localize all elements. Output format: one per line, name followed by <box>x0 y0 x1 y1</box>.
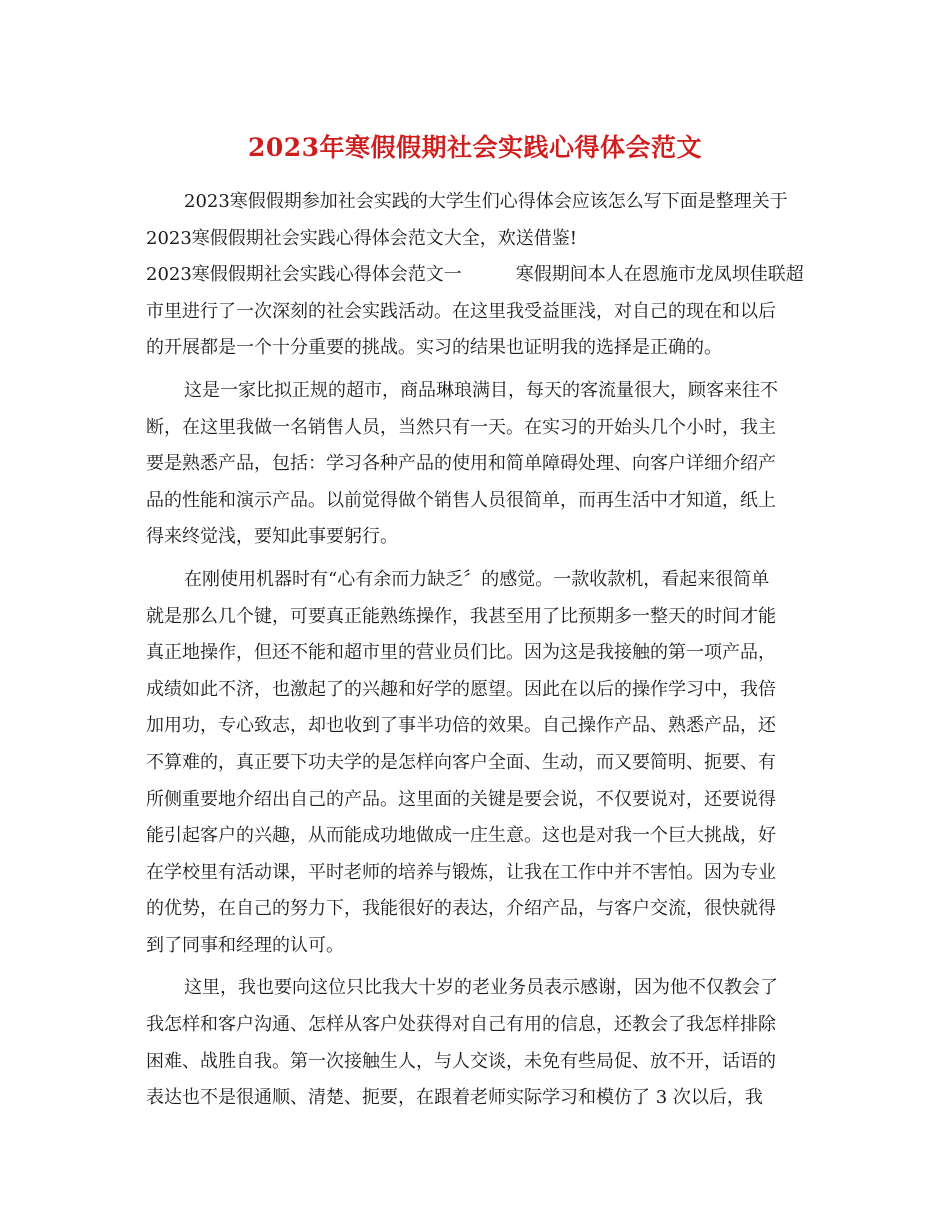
paragraph-line: 这是一家比拟正规的超市，商品琳琅满目，每天的客流量很大，顾客来往不 <box>184 379 778 401</box>
paragraph-line: 2023寒假假期参加社会实践的大学生们心得体会应该怎么写下面是整理关于 <box>184 191 788 212</box>
paragraph-line: 所侧重要地介绍出自己的产品。这里面的关键是要会说，不仅要说对，还要说得 <box>146 788 776 810</box>
paragraph-line: 的开展都是一个十分重要的挑战。实习的结果也证明我的选择是正确的。 <box>146 337 722 359</box>
paragraph-line: 要是熟悉产品，包括：学习各种产品的使用和简单障碍处理、向客户详细介绍产 <box>146 453 776 475</box>
paragraph-line: 成绩如此不济，也激起了的兴趣和好学的愿望。因此在以后的操作学习中，我倍 <box>146 678 776 700</box>
paragraph-line: 能引起客户的兴趣，从而能成功地做成一庄生意。这也是对我一个巨大挑战，好 <box>146 825 776 847</box>
paragraph-line: 市里进行了一次深刻的社会实践活动。在这里我受益匪浅，对自己的现在和以后 <box>146 300 776 322</box>
paragraph <box>146 562 802 965</box>
paragraph-line: 得来终觉浅，要知此事要躬行。 <box>146 526 398 548</box>
paragraph-line: 这里，我也要向这位只比我大十岁的老业务员表示感谢，因为他不仅教会了 <box>184 977 778 999</box>
document-body <box>146 184 802 1117</box>
paragraph-line: 困难、战胜自我。第一次接触生人，与人交谈，未免有些局促、放不开，话语的 <box>146 1050 776 1072</box>
paragraph-line: 2023寒假假期社会实践心得体会范文一 寒假期间本人在恩施市龙凤坝佳联超 <box>146 264 804 286</box>
paragraph <box>146 373 802 556</box>
paragraph-line: 就是那么几个键，可要真正能熟练操作，我甚至用了比预期多一整天的时间才能 <box>146 605 776 627</box>
paragraph-line: 不算难的，真正要下功夫学的是怎样向客户全面、生动，而又要简明、扼要、有 <box>146 751 776 773</box>
document-title: 2023年寒假假期社会实践心得体会范文 <box>247 133 703 162</box>
paragraph-line: 品的性能和演示产品。以前觉得做个销售人员很简单，而再生活中才知道，纸上 <box>146 489 776 511</box>
paragraph-line: 加用功，专心致志，却也收到了事半功倍的效果。自己操作产品、熟悉产品，还 <box>146 715 776 737</box>
paragraph-line: 表达也不是很通顺、清楚、扼要，在跟着老师实际学习和模仿了 3 次以后，我 <box>146 1087 763 1109</box>
paragraph-line: 的优势，在自己的努力下，我能很好的表达，介绍产品，与客户交流，很快就得 <box>146 898 776 920</box>
paragraph-line: 在学校里有活动课，平时老师的培养与锻炼，让我在工作中并不害怕。因为专业 <box>146 861 776 883</box>
paragraph <box>146 184 802 257</box>
paragraph-line: 真正地操作，但还不能和超市里的营业员们比。因为这是我接触的第一项产品， <box>146 642 776 664</box>
paragraph-line: 在刚使用机器时有“心有余而力缺乏〞的感觉。一款收款机，看起来很简单 <box>184 568 770 590</box>
paragraph <box>146 970 802 1116</box>
paragraph-line: 到了同事和经理的认可。 <box>146 934 344 956</box>
paragraph-line: 2023寒假假期社会实践心得体会范文大全，欢送借鉴! <box>146 227 578 249</box>
paragraph <box>146 257 802 367</box>
paragraph-line: 断，在这里我做一名销售人员，当然只有一天。在实习的开始头几个小时，我主 <box>146 416 776 438</box>
paragraph-line: 我怎样和客户沟通、怎样从客户处获得对自己有用的信息，还教会了我怎样排除 <box>146 1014 776 1036</box>
